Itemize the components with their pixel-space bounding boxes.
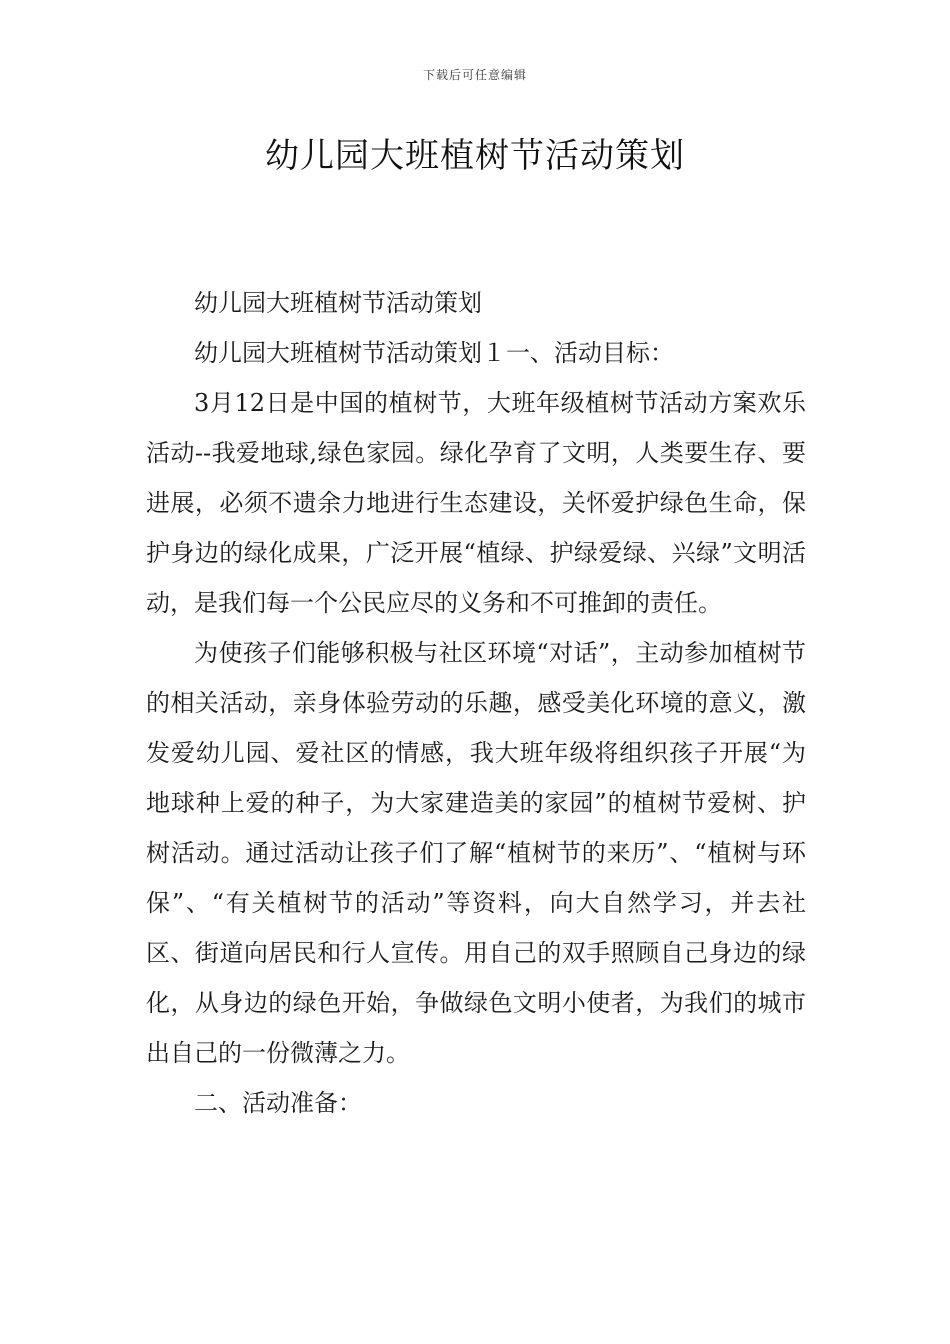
paragraph-purpose: 为使孩子们能够积极与社区环境“对话”，主动参加植树节的相关活动，亲身体验劳动的乐趣，感受美化环境的意义，激发爱幼儿园、爱社区的情感，我大班年级将组织孩子开展“为地球种上爱的种子，为大家建造美的家园”的植树节爱树、护树活动。通过活动让孩子们了解“植树节的来历”、“植树与环保”、“有关植树节的活动”等资料，向大自然学习，并去社区、街道向居民和行人宣传。用自己的双手照顾自己身边的绿化，从身边的绿色开始，争做绿色文明小使者，为我们的城市出自己的一份微薄之力。	[146, 639, 806, 1067]
document-body	[146, 278, 806, 1128]
paragraph-subtitle: 幼儿园大班植树节活动策划	[194, 289, 482, 317]
paragraph-intro: 3月12日是中国的植树节，大班年级植树节活动方案欢乐活动--我爱地球,绿色家园。绿化孕育了文明，人类要生存、要进展，必须不遗余力地进行生态建设，关怀爱护绿色生命，保护身边的绿化成果，广泛开展“植绿、护绿爱绿、兴绿”文明活动，是我们每一个公民应尽的义务和不可推卸的责任。	[146, 389, 806, 617]
paragraph-section-1-heading: 幼儿园大班植树节活动策划１一、活动目标：	[194, 339, 674, 367]
document-title: 幼儿园大班植树节活动策划	[265, 136, 685, 176]
header-note: 下载后可任意编辑	[422, 68, 527, 82]
paragraph-section-2-heading: 二、活动准备：	[194, 1089, 362, 1117]
